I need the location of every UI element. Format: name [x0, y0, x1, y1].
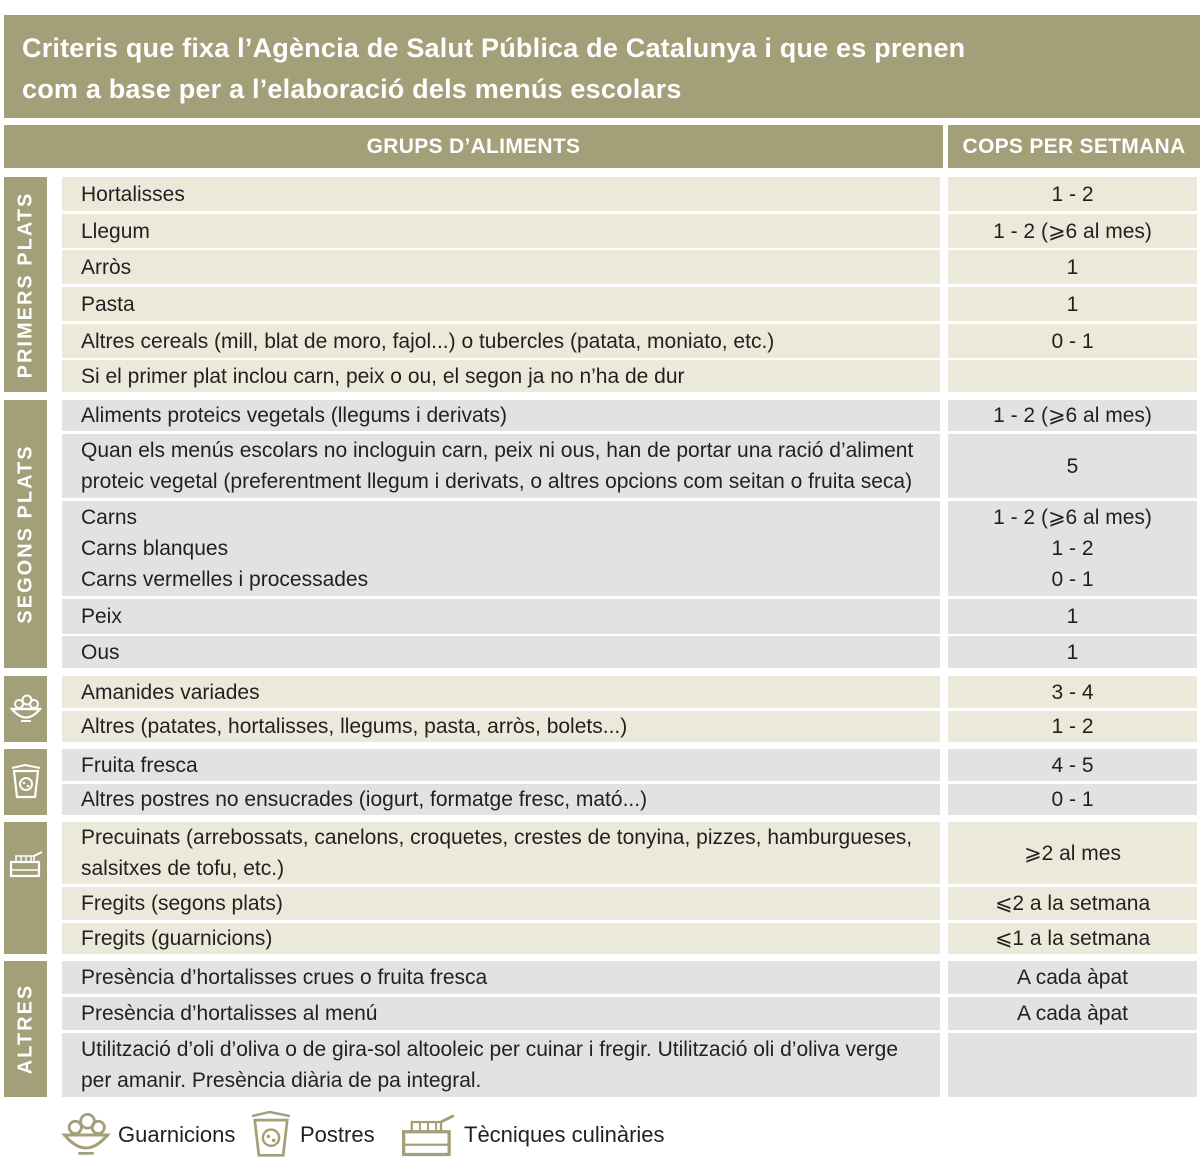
- legend-label-postres: Postres: [300, 1122, 375, 1147]
- frequency-cell: [948, 923, 1197, 954]
- food-group-cell: [62, 360, 940, 392]
- food-group-cell: [62, 1033, 940, 1097]
- food-group-text: Peix: [81, 605, 122, 628]
- frequency-text: 1: [1066, 605, 1079, 628]
- frequency-text: 1 - 2: [1051, 537, 1094, 560]
- column-header-groups: GRUPS D’ALIMENTS: [4, 125, 943, 168]
- frequency-text: A cada àpat: [1017, 966, 1128, 989]
- section-label-primers: PRIMERS PLATS: [14, 191, 36, 378]
- food-group-text: Carns vermelles i processades: [81, 568, 369, 591]
- food-group-text: Ous: [81, 640, 120, 664]
- food-group-text: Utilització d’oli d’oliva o de gira-sol altooleic per cuinar i fregir. Utilització oli d’oliva verge: [81, 1038, 899, 1061]
- food-group-cell: [62, 599, 940, 634]
- section-altres: [4, 961, 47, 1097]
- frequency-text: 1 - 2 (⩾6 al mes): [993, 219, 1152, 243]
- frequency-cell: [948, 636, 1197, 668]
- food-group-text: Presència d’hortalisses al menú: [81, 1002, 378, 1025]
- legend-tecniques: [398, 1105, 665, 1165]
- food-group-cell: [62, 501, 940, 596]
- food-group-text: Altres (patates, hortalisses, llegums, pasta, arròs, bolets...): [81, 715, 628, 738]
- frequency-text: 0 - 1: [1051, 568, 1094, 591]
- frequency-text: ⩾2 al mes: [1024, 841, 1121, 865]
- frequency-cell: [948, 961, 1197, 994]
- section-postres: [4, 749, 47, 815]
- frequency-text: 3 - 4: [1051, 680, 1094, 704]
- food-group-cell: [62, 214, 940, 248]
- frequency-cell: [948, 324, 1197, 358]
- frequency-text: 1 - 2 (⩾6 al mes): [993, 404, 1152, 427]
- food-group-text: Llegum: [81, 219, 150, 243]
- section-primers-plats: [4, 177, 47, 392]
- frequency-text: 1: [1066, 292, 1079, 316]
- food-group-cell: [62, 324, 940, 358]
- frequency-text: 1 - 2: [1051, 182, 1094, 206]
- food-group-text: salsitxes de tofu, etc.): [81, 857, 285, 880]
- fryer-icon: [398, 1109, 458, 1161]
- frequency-cell: [948, 1033, 1197, 1097]
- fryer-icon: [8, 848, 44, 880]
- food-group-text: Fregits (guarnicions): [81, 927, 273, 950]
- frequency-text: ⩽1 a la setmana: [994, 927, 1151, 950]
- food-group-text: Arròs: [81, 255, 132, 279]
- food-group-text: Amanides variades: [81, 680, 260, 704]
- section-segons-plats: [4, 400, 47, 668]
- food-group-text: Precuinats (arrebossats, canelons, croquetes, crestes de tonyina, pizzes, hamburgueses,: [81, 826, 913, 849]
- frequency-cell: [948, 287, 1197, 321]
- frequency-text: A cada àpat: [1017, 1002, 1128, 1025]
- food-group-text: Quan els menús escolars no incloguin carn, peix ni ous, han de portar una ració d’aliment: [81, 439, 914, 462]
- title-line-1: Criteris que fixa l’Agència de Salut Pública de Catalunya i que es prenen: [22, 33, 966, 63]
- frequency-cell: [948, 676, 1197, 708]
- frequency-cell: [948, 997, 1197, 1030]
- food-group-cell: [62, 287, 940, 321]
- legend-guarnicions: [60, 1105, 235, 1165]
- food-group-cell: [62, 887, 940, 920]
- frequency-cell: [948, 434, 1197, 498]
- food-group-text: Hortalisses: [81, 182, 185, 206]
- frequency-cell: [948, 501, 1197, 596]
- frequency-cell: [948, 784, 1197, 815]
- frequency-text: 1 - 2 (⩾6 al mes): [993, 506, 1152, 529]
- salad-bowl-icon: [9, 692, 43, 726]
- frequency-cell: [948, 360, 1197, 392]
- food-group-cell: [62, 784, 940, 815]
- frequency-text: 1 - 2: [1051, 715, 1094, 738]
- frequency-text: 1: [1066, 255, 1079, 279]
- section-tecniques: [4, 822, 47, 954]
- food-group-cell: [62, 434, 940, 498]
- title-line-2: com a base per a l’elaboració dels menús escolars: [22, 74, 682, 104]
- food-group-text: Fruita fresca: [81, 753, 198, 777]
- frequency-cell: [948, 599, 1197, 634]
- section-label-segons: SEGONS PLATS: [14, 444, 36, 624]
- food-group-text: per amanir. Presència diària de pa integral.: [81, 1069, 482, 1092]
- legend-label-guarnicions: Guarnicions: [118, 1122, 236, 1147]
- food-group-cell: [62, 961, 940, 994]
- food-group-cell: [62, 636, 940, 668]
- food-group-text: Altres postres no ensucrades (iogurt, formatge fresc, mató...): [81, 788, 648, 811]
- legend-label-tecniques: Tècniques culinàries: [464, 1122, 665, 1147]
- frequency-cell: [948, 749, 1197, 781]
- frequency-cell: [948, 177, 1197, 211]
- food-group-text: Presència d’hortalisses crues o fruita fresca: [81, 966, 488, 989]
- food-group-text: Pasta: [81, 292, 135, 316]
- section-guarnicions: [4, 676, 47, 742]
- frequency-cell: [948, 711, 1197, 742]
- food-group-cell: [62, 250, 940, 284]
- legend-postres: [248, 1105, 375, 1165]
- food-group-text: Si el primer plat inclou carn, peix o ou, el segon ja no n’ha de dur: [81, 364, 685, 388]
- food-group-cell: [62, 711, 940, 742]
- food-group-cell: [62, 997, 940, 1030]
- food-group-cell: [62, 177, 940, 211]
- frequency-text: 0 - 1: [1051, 788, 1094, 811]
- food-group-text: Altres cereals (mill, blat de moro, fajol...) o tubercles (patata, moniato, etc.): [81, 329, 775, 353]
- frequency-cell: [948, 400, 1197, 431]
- frequency-cell: [948, 887, 1197, 920]
- frequency-text: 4 - 5: [1051, 753, 1094, 777]
- food-group-text: Aliments proteics vegetals (llegums i derivats): [81, 404, 507, 427]
- frequency-text: ⩽2 a la setmana: [994, 892, 1151, 915]
- frequency-cell: [948, 250, 1197, 284]
- food-group-cell: [62, 676, 940, 708]
- column-header-cops: COPS PER SETMANA: [948, 125, 1200, 168]
- frequency-cell: [948, 822, 1197, 884]
- salad-bowl-icon: [60, 1109, 112, 1161]
- yogurt-cup-icon: [248, 1109, 294, 1161]
- frequency-text: 1: [1066, 640, 1079, 664]
- frequency-cell: [948, 214, 1197, 248]
- food-group-text: Carns: [81, 506, 138, 529]
- section-label-altres: ALTRES: [14, 983, 36, 1075]
- food-group-cell: [62, 749, 940, 781]
- food-group-cell: [62, 822, 940, 884]
- food-group-cell: [62, 923, 940, 954]
- yogurt-cup-icon: [9, 763, 43, 801]
- food-group-text: proteic vegetal (preferentment llegum i derivats, o altres opcions com seitan o fruita seca): [81, 470, 913, 493]
- frequency-text: 0 - 1: [1051, 329, 1094, 353]
- food-group-text: Fregits (segons plats): [81, 892, 283, 915]
- page-title: [4, 15, 1200, 118]
- food-group-cell: [62, 400, 940, 431]
- frequency-text: 5: [1066, 454, 1079, 478]
- food-group-text: Carns blanques: [81, 537, 229, 560]
